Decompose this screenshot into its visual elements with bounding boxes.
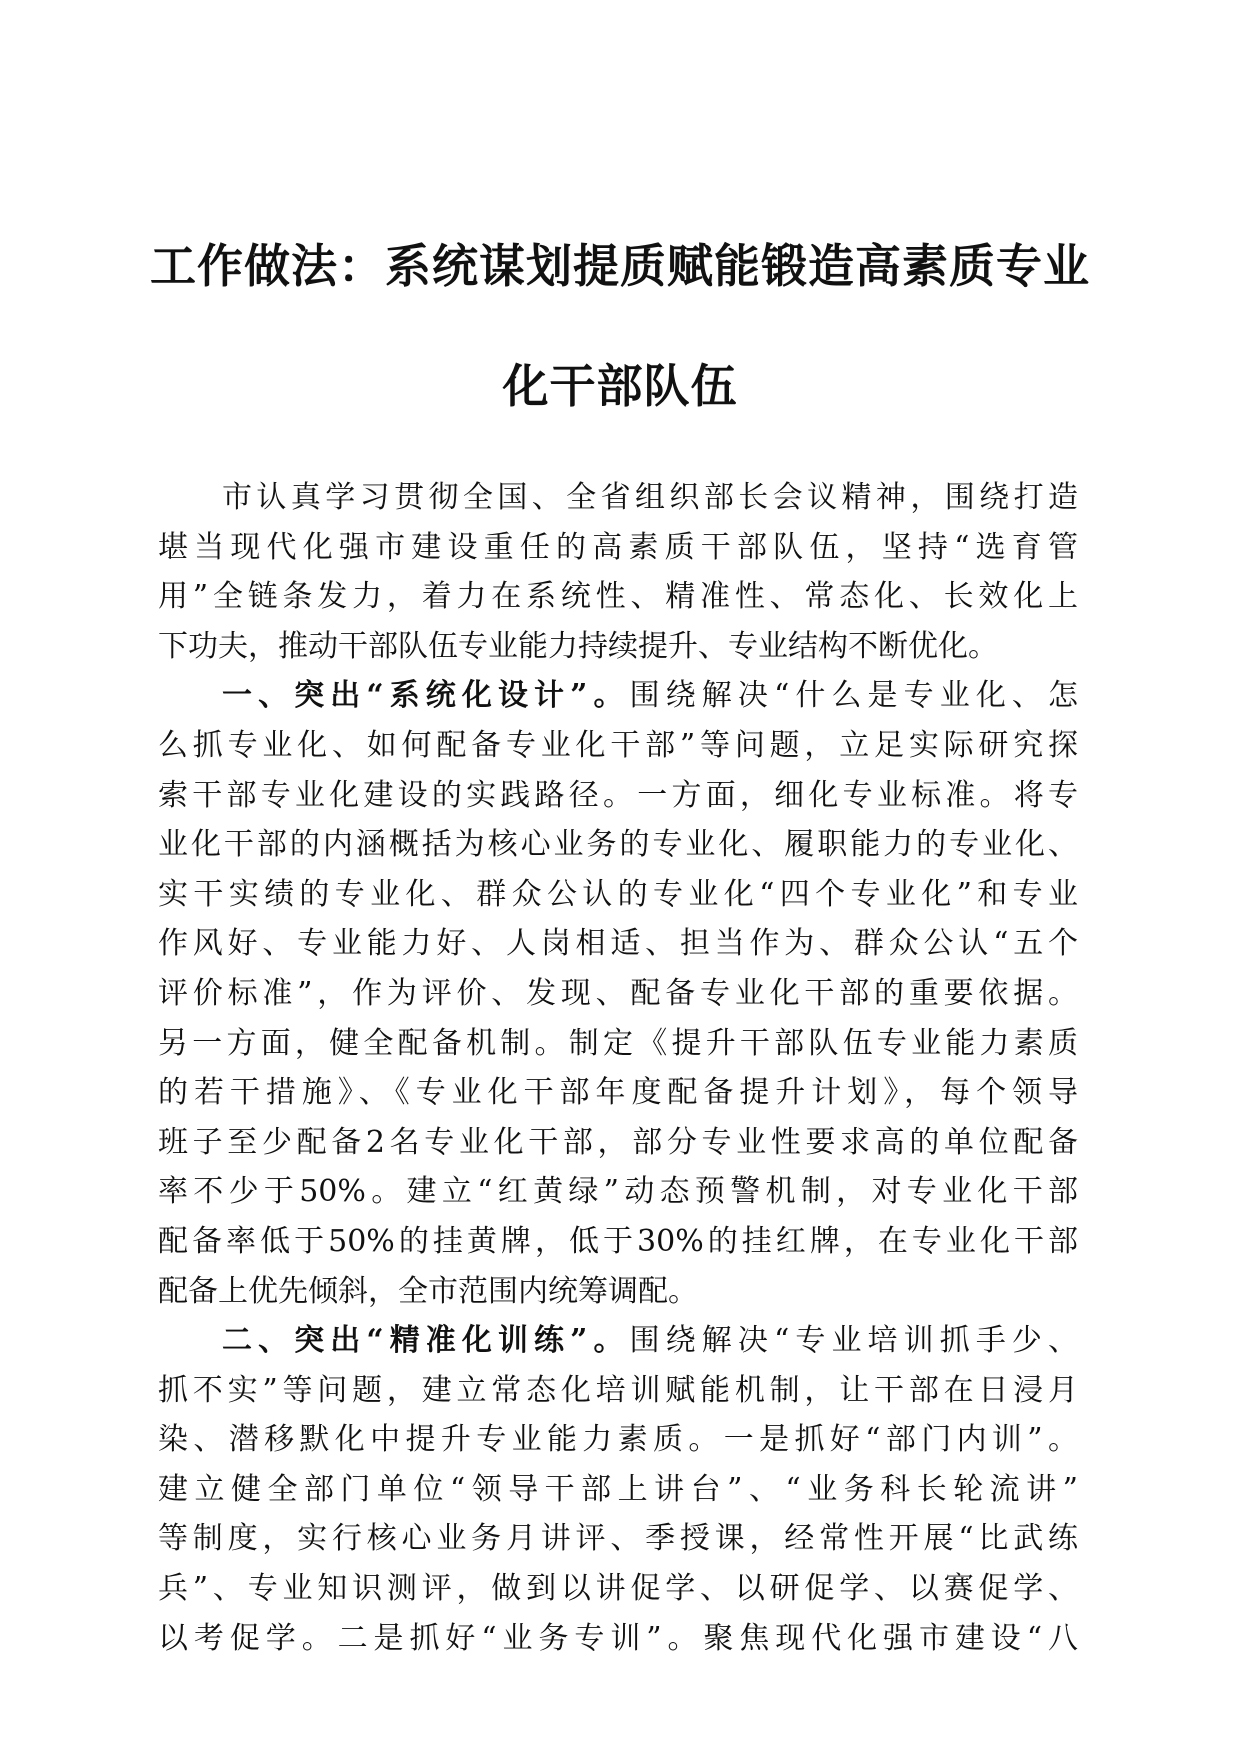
paragraph-1-line-2: 堪当现代化强市建设重任的高素质干部队伍，坚持“选育管 [158,529,1078,565]
paragraph-1-line-4: 下功夫，推动干部队伍专业能力持续提升、专业结构不断优化。 [158,628,998,664]
paragraph-2-line-8: 另一方面，健全配备机制。制定《提升干部队伍专业能力素质 [158,1025,1078,1061]
paragraph-2-line-5: 实干实绩的专业化、群众公认的专业化“四个专业化”和专业 [158,876,1078,912]
paragraph-1-line-1: 市认真学习贯彻全国、全省组织部长会议精神，围绕打造 [222,480,1078,515]
paragraph-2-line-13: 配备上优先倾斜，全市范围内统筹调配。 [158,1273,698,1309]
document-title-line-1: 工作做法：系统谋划提质赋能锻造高素质专业 [150,239,1090,293]
paragraph-2-line-10: 班子至少配备2名专业化干部，部分专业性要求高的单位配备 [158,1124,1078,1160]
paragraph-2-line-6: 作风好、专业能力好、人岗相适、担当作为、群众公认“五个 [158,926,1078,962]
paragraph-2-line-11: 率不少于50%。建立“红黄绿”动态预警机制，对专业化干部 [158,1174,1078,1210]
paragraph-3-line-3: 染、潜移默化中提升专业能力素质。一是抓好“部门内训”。 [158,1422,1078,1458]
paragraph-3-line-1 [158,1316,1078,1366]
document-body [158,473,1078,1663]
paragraph-1-line-3: 用”全链条发力，着力在系统性、精准性、常态化、长效化上 [158,579,1078,615]
paragraph-3-line-5: 等制度，实行核心业务月讲评、季授课，经常性开展“比武练 [158,1521,1078,1557]
section-2-heading: 二、突出“精准化训练”。 [222,1323,630,1359]
paragraph-2-line-4: 业化干部的内涵概括为核心业务的专业化、履职能力的专业化、 [158,827,1078,863]
paragraph-3-line-2: 抓不实”等问题，建立常态化培训赋能机制，让干部在日浸月 [158,1372,1078,1408]
document-title-line-2: 化干部队伍 [502,359,738,413]
paragraph-3-line-4: 建立健全部门单位“领导干部上讲台”、“业务科长轮流讲” [158,1471,1078,1507]
paragraph-2-line-9: 的若干措施》、《专业化干部年度配备提升计划》，每个领导 [158,1075,1078,1111]
paragraph-2-line-7: 评价标准”，作为评价、发现、配备专业化干部的重要依据。 [158,975,1078,1011]
paragraph-2-line-3: 索干部专业化建设的实践路径。一方面，细化专业标准。将专 [158,777,1078,813]
paragraph-2-line-1 [158,671,1078,721]
paragraph-3-line-1-text: 围绕解决“专业培训抓手少、 [629,1323,1079,1359]
paragraph-3-line-7: 以考促学。二是抓好“业务专训”。聚焦现代化强市建设“八 [158,1620,1078,1656]
paragraph-2-line-2: 么抓专业化、如何配备专业化干部”等问题，立足实际研究探 [158,727,1078,763]
paragraph-3-line-6: 兵”、专业知识测评，做到以讲促学、以研促学、以赛促学、 [158,1571,1078,1607]
paragraph-2-line-12: 配备率低于50%的挂黄牌，低于30%的挂红牌，在专业化干部 [158,1223,1078,1259]
section-1-heading: 一、突出“系统化设计”。 [222,678,630,714]
paragraph-2-line-1-text: 围绕解决“什么是专业化、怎 [629,678,1079,714]
